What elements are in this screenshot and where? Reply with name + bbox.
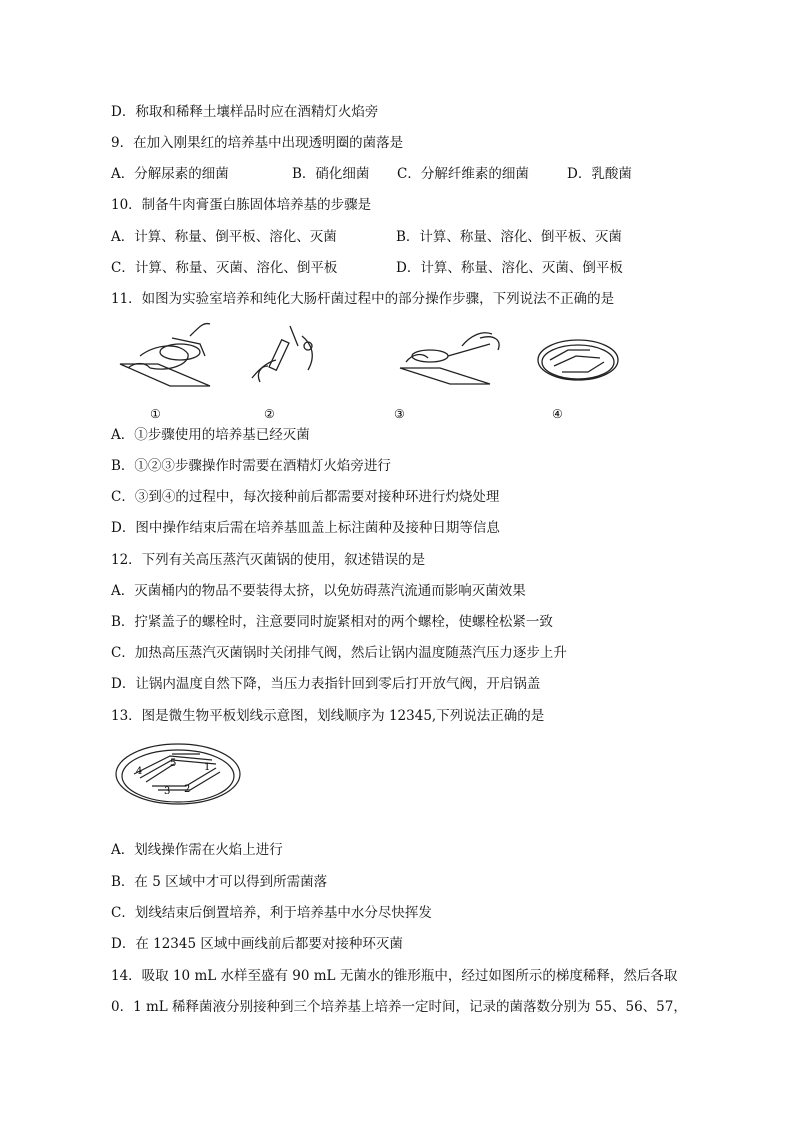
- question-12: 12．下列有关高压蒸汽灭菌锅的使用，叙述错误的是: [111, 552, 426, 568]
- fig11-label-2: ②: [264, 407, 275, 421]
- fig11-label-1: ①: [150, 407, 161, 421]
- step2-flaming-tube-illustration: [252, 326, 312, 382]
- q13-option-b: B．在 5 区域中才可以得到所需菌落: [111, 874, 328, 890]
- question-14-line-1: 14．吸取 10 mL 水样至盛有 90 mL 无菌水的锥形瓶中，经过如图所示的梯度稀释，然后各取: [111, 968, 678, 984]
- q13-option-a: A．划线操作需在火焰上进行: [111, 842, 283, 858]
- q9-option-b: B．硝化细菌: [292, 166, 370, 182]
- step3-streaking-loop-illustration: [400, 333, 499, 384]
- q12-option-d: D．让锅内温度自然下降，当压力表指针回到零后打开放气阀，开启锅盖: [111, 676, 541, 692]
- step1-pouring-plate-illustration: [120, 324, 210, 387]
- q11-option-b: B．①②③步骤操作时需要在酒精灯火焰旁进行: [111, 458, 391, 474]
- q11-option-d: D．图中操作结束后需在培养基皿盖上标注菌种及接种日期等信息: [111, 520, 500, 536]
- q13-streak-plate-figure: [112, 738, 244, 810]
- q11-option-a: A．①步骤使用的培养基已经灭菌: [111, 427, 310, 443]
- q11-option-c: C．③到④的过程中，每次接种前后都需要对接种环进行灼烧处理: [111, 489, 500, 505]
- question-11: 11．如图为实验室培养和纯化大肠杆菌过程中的部分操作步骤，下列说法不正确的是: [111, 291, 615, 307]
- step4-streaked-plate-illustration: [538, 340, 618, 380]
- q9-option-c: C．分解纤维素的细菌: [397, 166, 529, 182]
- q9-option-a: A．分解尿素的细菌: [111, 166, 229, 182]
- q10-option-a: A．计算、称量、倒平板、溶化、灭菌: [111, 229, 337, 245]
- fig13-label-2: 2: [184, 784, 191, 795]
- q12-option-c: C．加热高压蒸汽灭菌锅时关闭排气阀，然后让锅内温度随蒸汽压力逐步上升: [111, 645, 567, 661]
- line-d-soil: D．称取和稀释土壤样品时应在酒精灯火焰旁: [111, 104, 379, 120]
- fig13-label-4: 4: [136, 766, 143, 777]
- q13-option-c: C．划线结束后倒置培养，利于培养基中水分尽快挥发: [111, 905, 432, 921]
- q13-option-d: D．在 12345 区域中画线前后都要对接种环灭菌: [111, 936, 403, 952]
- question-14-line-2: 0．1 mL 稀释菌液分别接种到三个培养基上培养一定时间，记录的菌落数分别为 55、56、57，: [111, 999, 687, 1015]
- fig13-label-3: 3: [164, 786, 171, 797]
- q10-option-d: D．计算、称量、溶化、灭菌、倒平板: [396, 260, 623, 276]
- q9-option-d: D．乳酸菌: [567, 166, 632, 182]
- question-9: 9．在加入刚果红的培养基中出现透明圈的菌落是: [111, 135, 404, 151]
- q10-option-c: C．计算、称量、灭菌、溶化、倒平板: [111, 260, 338, 276]
- q12-option-b: B．拧紧盖子的螺栓时，注意要同时旋紧相对的两个螺栓，使螺栓松紧一致: [111, 614, 553, 630]
- question-10: 10．制备牛肉膏蛋白胨固体培养基的步骤是: [111, 197, 372, 213]
- question-13: 13．图是微生物平板划线示意图，划线顺序为 12345,下列说法正确的是: [111, 708, 545, 724]
- q12-option-a: A．灭菌桶内的物品不要装得太挤，以免妨碍蒸汽流通而影响灭菌效果: [111, 583, 526, 599]
- fig13-label-5: 5: [170, 758, 177, 769]
- q11-figure: [110, 316, 630, 426]
- fig11-label-3: ③: [394, 407, 405, 421]
- fig13-label-1: 1: [204, 762, 211, 773]
- fig11-label-4: ④: [552, 407, 563, 421]
- q10-option-b: B．计算、称量、溶化、倒平板、灭菌: [396, 229, 622, 245]
